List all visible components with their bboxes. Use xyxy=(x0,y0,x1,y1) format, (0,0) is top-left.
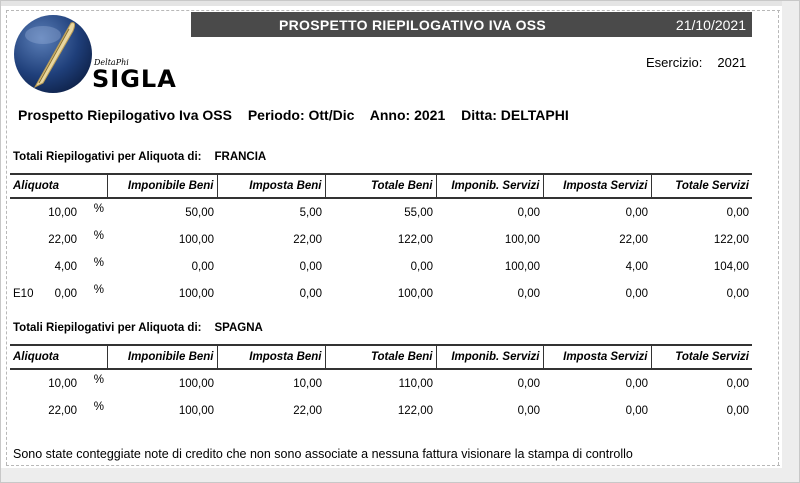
cell-imponib-servizi: 0,00 xyxy=(517,206,540,219)
report-date: 21/10/2021 xyxy=(675,17,746,33)
cell-aliquota: 4,00 % xyxy=(54,257,104,273)
cell-imposta-servizi: 4,00 xyxy=(625,260,648,273)
cell-aliquota: 22,00 % xyxy=(48,401,104,417)
col-header-imposta-beni: Imposta Beni xyxy=(217,345,325,369)
margin-guide-top xyxy=(6,10,780,11)
cell-imponibile-beni: 100,00 xyxy=(178,404,214,417)
cell-totale-servizi: 0,00 xyxy=(726,404,749,417)
table-row xyxy=(10,280,752,307)
col-header-totale-beni: Totale Beni xyxy=(325,174,436,198)
col-header-totale-servizi: Totale Servizi xyxy=(651,345,752,369)
cell-imposta-servizi: 0,00 xyxy=(625,287,648,300)
cell-totale-beni: 110,00 xyxy=(398,377,433,390)
totals-table-francia xyxy=(10,173,752,307)
cell-totale-servizi: 0,00 xyxy=(726,287,749,300)
cell-totale-beni: 122,00 xyxy=(397,233,433,246)
cell-totale-servizi: 0,00 xyxy=(726,206,749,219)
report-period: Periodo: Ott/Dic xyxy=(247,107,355,123)
section-label-francia xyxy=(13,151,266,163)
table-row xyxy=(10,226,752,253)
cell-imponib-servizi: 0,00 xyxy=(517,404,540,417)
esercizio-label: Esercizio: xyxy=(646,55,703,70)
brand-small-text: DeltaPhi xyxy=(94,58,129,67)
cell-imponib-servizi: 0,00 xyxy=(517,377,540,390)
col-header-totale-servizi: Totale Servizi xyxy=(651,174,752,198)
brand-name: SIGLA xyxy=(92,65,177,93)
table-row xyxy=(10,369,752,397)
cell-imposta-servizi: 0,00 xyxy=(625,377,648,390)
col-header-aliquota: Aliquota xyxy=(10,174,107,198)
esercizio xyxy=(646,55,746,70)
esercizio-value: 2021 xyxy=(717,55,747,70)
report-title: PROSPETTO RIEPILOGATIVO IVA OSS xyxy=(279,17,547,33)
cell-aliquota: 22,00 % xyxy=(48,230,104,246)
cell-aliquota: E10 0,00 % xyxy=(13,284,104,300)
col-header-aliquota: Aliquota xyxy=(10,345,107,369)
report-subheader xyxy=(18,107,581,123)
col-header-totale-beni: Totale Beni xyxy=(325,345,436,369)
table-header-row xyxy=(10,345,752,369)
col-header-imponib-servizi: Imponib. Servizi xyxy=(436,174,543,198)
cell-imposta-beni: 22,00 xyxy=(293,233,322,246)
cell-imponibile-beni: 0,00 xyxy=(191,260,214,273)
report-name: Prospetto Riepilogativo Iva OSS xyxy=(18,107,232,123)
col-header-imposta-servizi: Imposta Servizi xyxy=(543,174,651,198)
cell-imponibile-beni: 100,00 xyxy=(178,233,214,246)
cell-totale-beni: 122,00 xyxy=(397,404,433,417)
cell-totale-servizi: 122,00 xyxy=(713,233,749,246)
cell-imposta-servizi: 0,00 xyxy=(625,404,648,417)
cell-imponibile-beni: 50,00 xyxy=(185,206,214,219)
cell-totale-beni: 0,00 xyxy=(410,260,433,273)
cell-imposta-beni: 0,00 xyxy=(299,260,322,273)
totals-table-spagna xyxy=(10,344,752,424)
section-country: SPAGNA xyxy=(214,322,263,334)
cell-imposta-servizi: 22,00 xyxy=(619,233,648,246)
section-country: FRANCIA xyxy=(214,151,267,163)
col-header-imponib-servizi: Imponib. Servizi xyxy=(436,345,543,369)
cell-aliquota: 10,00 % xyxy=(48,203,104,219)
margin-guide-bottom xyxy=(6,465,780,466)
table-row xyxy=(10,397,752,424)
cell-imposta-beni: 10,00 xyxy=(293,377,322,390)
cell-totale-beni: 55,00 xyxy=(404,206,433,219)
margin-guide-left xyxy=(6,10,7,465)
cell-imponib-servizi: 100,00 xyxy=(504,260,540,273)
cell-totale-servizi: 104,00 xyxy=(713,260,749,273)
section-label-text: Totali Riepilogativi per Aliquota di: xyxy=(13,322,202,334)
col-header-imponibile-beni: Imponibile Beni xyxy=(107,174,217,198)
cell-aliquota: 10,00 % xyxy=(48,374,104,390)
col-header-imponibile-beni: Imponibile Beni xyxy=(107,345,217,369)
cell-imposta-beni: 5,00 xyxy=(299,206,322,219)
cell-imposta-beni: 0,00 xyxy=(299,287,322,300)
report-year: Anno: 2021 xyxy=(369,107,446,123)
col-header-imposta-beni: Imposta Beni xyxy=(217,174,325,198)
section-label-text: Totali Riepilogativi per Aliquota di: xyxy=(13,151,202,163)
cell-imposta-servizi: 0,00 xyxy=(625,206,648,219)
cell-imponibile-beni: 100,00 xyxy=(178,287,214,300)
report-company: Ditta: DELTAPHI xyxy=(461,107,569,123)
cell-imponib-servizi: 100,00 xyxy=(504,233,540,246)
col-header-imposta-servizi: Imposta Servizi xyxy=(543,345,651,369)
cell-totale-beni: 100,00 xyxy=(397,287,433,300)
cell-imponibile-beni: 100,00 xyxy=(178,377,214,390)
cell-totale-servizi: 0,00 xyxy=(726,377,749,390)
table-row xyxy=(10,198,752,226)
footer-note: Sono state conteggiate note di credito che non sono associate a nessuna fattura visionare la stampa di controllo xyxy=(13,447,633,461)
table-row xyxy=(10,253,752,280)
margin-guide-right xyxy=(778,10,779,465)
table-header-row xyxy=(10,174,752,198)
report-title-bar xyxy=(191,12,752,37)
section-label-spagna xyxy=(13,322,263,334)
cell-imponib-servizi: 0,00 xyxy=(517,287,540,300)
cell-imposta-beni: 22,00 xyxy=(293,404,322,417)
